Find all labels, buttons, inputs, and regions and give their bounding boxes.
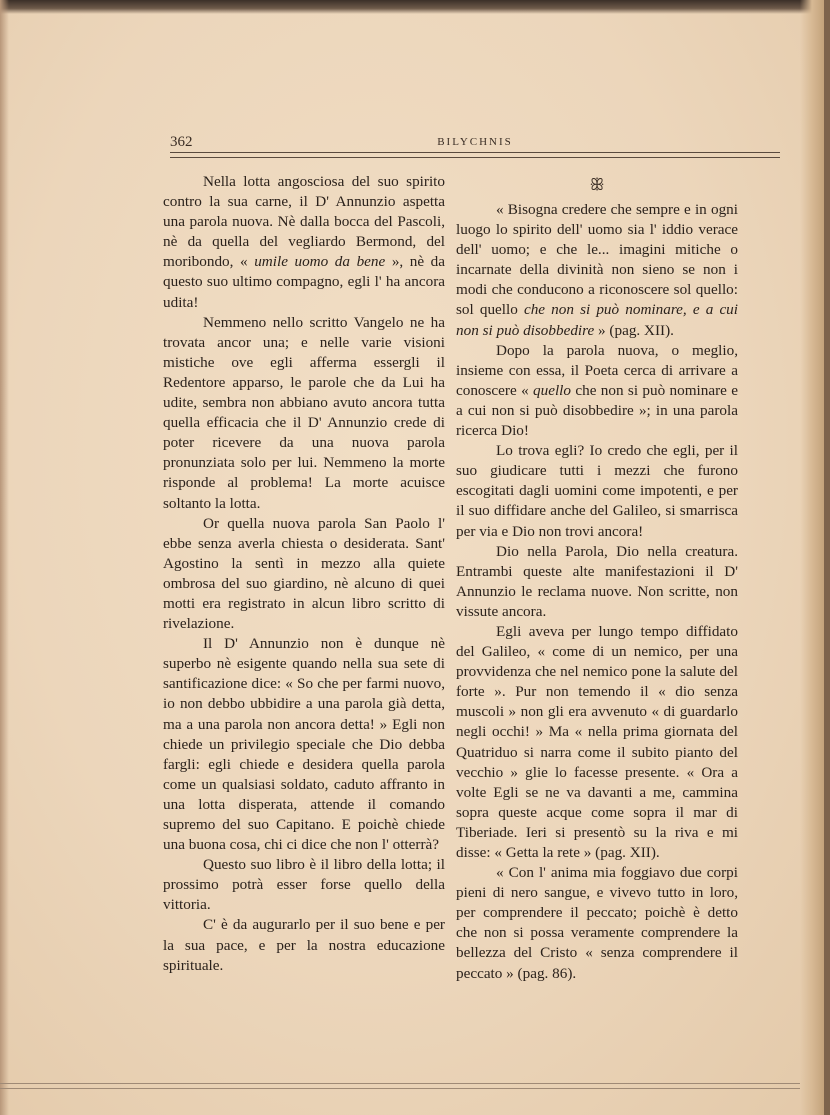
running-title: BILYCHNIS [437, 136, 513, 148]
paragraph: « Bisogna credere che sempre e in ogni luogo lo spirito dell' uomo sia l' iddio verace dell' uomo; e che le... imagini mitiche o incarnate della divinità non sieno se non i modi che conducono a riconoscere sol quello: sol quello che non si può nominare, e a cui non si può disobbedire » (pag. XII). [456, 201, 738, 339]
page-binding-edge [824, 0, 830, 1115]
footer-rule [0, 1083, 800, 1089]
paragraph: Il D' Annunzio non è dunque nè superbo nè esigente quando nella sua sete di santificazione dice: « So che per farmi nuovo, io non debbo ubbidire a una parola già detta, ma a una parola non ancora detta! » Egli non chiede un privilegio speciale che Dio debba fargli: egli chiede e desidera quella parola come un qualsiasi soldato, caduto affranto in una lotta disperata, attende il comando supremo del suo Capitano. E poichè chiede una buona cosa, chi ci dice che non l' otterrà? [163, 635, 445, 854]
fleuron-ornament: ꕥ [589, 177, 605, 194]
paragraph: « Con l' anima mia foggiavo due corpi pieni di nero sangue, e vivevo tutto in loro, per comprendere il peccato; poichè è detto che non si possa veramente comprendere la bellezza del Cristo « senza comprendere il peccato » (pag. 86). [456, 864, 738, 982]
paragraph: Dopo la parola nuova, o meglio, insieme con essa, il Poeta cerca di arrivare a conoscere « quello che non si può nominare e a cui non si può disobbedire »; in una parola ricerca Dio! [456, 341, 738, 440]
paragraph: Nemmeno nello scritto Vangelo ne ha trovata ancor una; e nelle varie visioni mistiche ove egli afferma essergli il Redentore apparso, le parole che da Lui ha udite, sembra non abbiano avuto ancora tutta quella efficacia che il D' Annunzio crede di poter ricevere da una nuova parola pronunziata solo per lui. Nemmeno la morte risponde al problema! La morte acuisce soltanto la lotta. [163, 313, 445, 512]
page-left-shadow [0, 0, 9, 1115]
paragraph: Or quella nuova parola San Paolo l' ebbe senza averla chiesta o desiderata. Sant' Agostino la sentì in mezzo alla quiete ombrosa del suo giardino, nè alcuno di quei motti era registrato in alcun libro scritto di rivelazione. [163, 514, 445, 633]
paragraph: Egli aveva per lungo tempo diffidato del Galileo, « come di un nemico, per una provvidenza che nel nemico pone la salute del forte ». Pur non temendo il « dio senza muscoli » non gli era avvenuto « di guardarlo negli occhi! » Ma « nella prima giornata del Quatriduo si narra come il subito pianto del vecchio » glie lo facesse presente. « Ora a volte Egli se ne va davanti a me, cammina sopra queste acque come sopra il mar di Tiberiade. Ieri si presentò su la riva e mi disse: « Getta la rete » (pag. XII). [456, 622, 738, 861]
paragraph: Questo suo libro è il libro della lotta; il prossimo potrà esser forse quello della vittoria. [163, 856, 445, 914]
header-double-rule [170, 152, 780, 158]
paragraph: C' è da augurarlo per il suo bene e per la sua pace, e per la nostra educazione spirituale. [163, 916, 445, 974]
paragraph: Lo trova egli? Io credo che egli, per il suo giudicare tutti i mezzi che furono escogitati dagli uomini come impotenti, e per il suo diffidare anche del Galileo, si smarrisca per via e Dio non trovi ancora! [456, 442, 738, 540]
paragraph: Nella lotta angosciosa del suo spirito contro la sua carne, il D' Annunzio aspetta una parola nuova. Nè dalla bocca del Pascoli, nè da quella del vegliardo Bermond, del moribondo, « umile uomo da bene », nè da questo suo ultimo compagno, egli l' ha ancora udita! [163, 173, 446, 311]
left-column [163, 172, 445, 976]
page-number: 362 [170, 134, 193, 150]
right-column [456, 172, 738, 984]
paragraph: Dio nella Parola, Dio nella creatura. Entrambi queste alte manifestazioni il D' Annunzio le reclama nuove. Non scritte, non vissute ancora. [456, 542, 738, 620]
page-top-shadow [0, 0, 830, 14]
